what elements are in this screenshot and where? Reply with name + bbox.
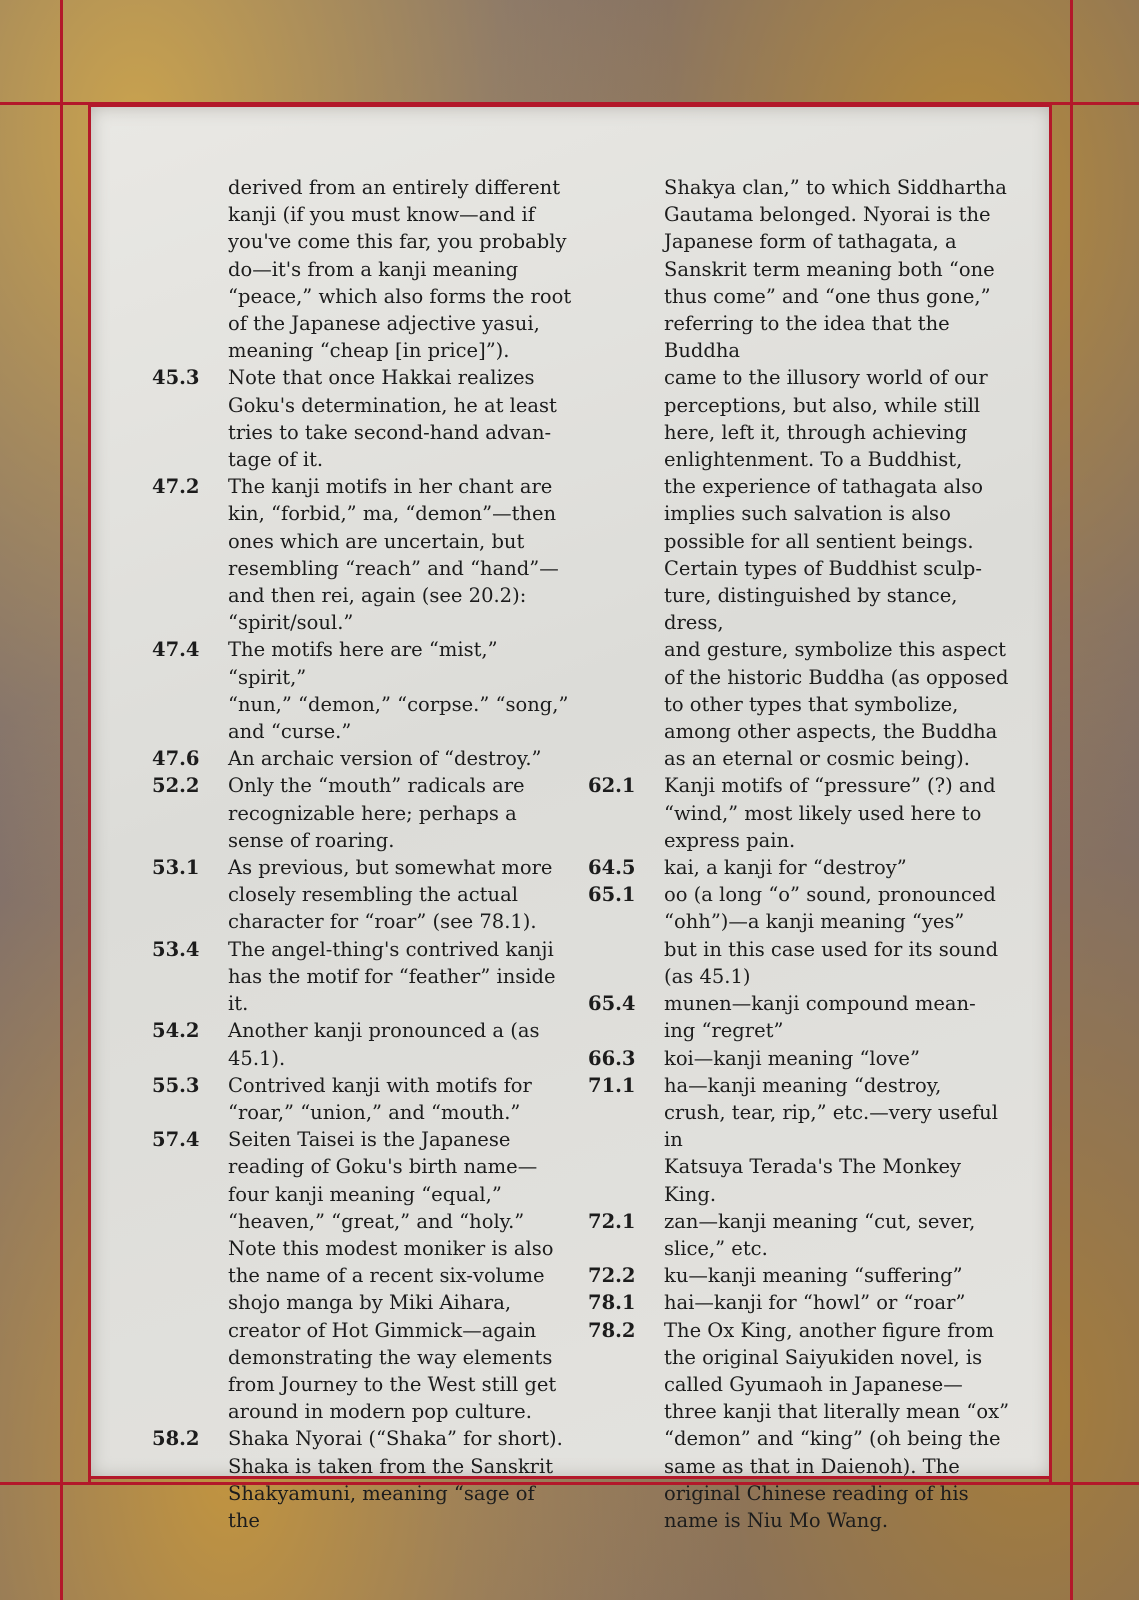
note-entry — [152, 1017, 572, 1071]
frame-line-outer-right — [1070, 0, 1073, 1600]
note-number: 58.2 — [152, 1427, 200, 1451]
note-entry — [152, 745, 572, 772]
note-entry — [588, 990, 1018, 1044]
note-text: The motifs here are “mist,” “spirit,” “nun,” “demon,” “corpse.” “song,” and “curse.” — [228, 638, 569, 744]
note-text: The Ox King, another figure from the original Saiyukiden novel, is called Gyumaoh in Japanese— three kanji that literally mean “ox” “demon” and “king” (oh being the same as that in Daienoh). The original Chinese reading of his name is Niu Mo Wang. — [664, 1318, 1010, 1532]
note-entry — [152, 174, 572, 364]
note-entry — [588, 1045, 1018, 1072]
note-entry — [152, 936, 572, 1018]
note-number: 45.3 — [152, 366, 200, 390]
note-number: 55.3 — [152, 1073, 200, 1097]
notes-column-right — [588, 174, 1018, 1534]
note-entry — [588, 772, 1018, 854]
note-entry — [152, 364, 572, 473]
note-text: zan—kanji meaning “cut, sever, slice,” etc. — [664, 1209, 976, 1260]
note-number: 66.3 — [588, 1046, 636, 1070]
note-text: As previous, but somewhat more closely resembling the actual character for “roar” (see 78.1). — [228, 856, 553, 934]
note-text: The angel-thing's contrived kanji has the motif for “feather” inside it. — [228, 937, 556, 1016]
note-text: Contrived kanji with motifs for “roar,” “union,” and “mouth.” — [228, 1073, 532, 1124]
frame-line-inner-top — [88, 104, 1052, 107]
note-text: An archaic version of “destroy.” — [228, 747, 542, 771]
note-text: Only the “mouth” radicals are recognizable here; perhaps a sense of roaring. — [228, 774, 525, 852]
note-text: koi—kanji meaning “love” — [664, 1046, 920, 1070]
notes-column-left — [152, 174, 572, 1534]
note-number: 47.4 — [152, 638, 200, 662]
note-number: 64.5 — [588, 856, 636, 880]
note-text: oo (a long “o” sound, pronounced “ohh”)—a kanji meaning “yes” but in this case used for its sound (as 45.1) — [664, 883, 999, 988]
note-text: Another kanji pronounced a (as 45.1). — [228, 1019, 540, 1070]
note-text: kai, a kanji for “destroy” — [664, 856, 907, 880]
note-number: 78.2 — [588, 1318, 636, 1342]
note-text: ha—kanji meaning “destroy, crush, tear, rip,” etc.—very useful in Katsuya Terada's The Monkey King. — [664, 1073, 998, 1206]
note-text: hai—kanji for “howl” or “roar” — [664, 1291, 966, 1315]
note-entry — [588, 854, 1018, 881]
note-entry — [152, 1072, 572, 1126]
note-text: Note that once Hakkai realizes Goku's determination, he at least tries to take second-hand advan- tage of it. — [228, 366, 557, 472]
note-entry — [152, 1425, 572, 1534]
note-entry — [588, 1317, 1018, 1535]
note-number: 71.1 — [588, 1073, 636, 1097]
note-text: Seiten Taisei is the Japanese reading of Goku's birth name— four kanji meaning “equal,” “heaven,” “great,” and “holy.” Note this modest moniker is also the name of a recent six-volume shojo manga by Miki Aihara, creator of Hot Gimmick—again demonstrating the way elements from Journey to the West still get around in modern pop culture. — [228, 1128, 557, 1424]
note-number: 72.1 — [588, 1209, 636, 1233]
note-number: 65.1 — [588, 883, 636, 907]
note-entry — [152, 854, 572, 936]
note-number: 65.4 — [588, 992, 636, 1016]
note-text: Kanji motifs of “pressure” (?) and “wind,” most likely used here to express pain. — [664, 774, 996, 852]
note-entry — [152, 772, 572, 854]
note-text: Shakya clan,” to which Siddhartha Gautama belonged. Nyorai is the Japanese form of tathagata, a Sanskrit term meaning both “one thus come” and “one thus gone,” referring to the idea that the Buddha came to the illusory world of our perceptions, but also, while still here, left it, through achieving enlightenment. To a Buddhist, the experience of tathagata also implies such salvation is also possible for all sentient beings. Certain types of Buddhist sculp- ture, distinguished by stance, dress, and gesture, symbolize this aspect of the historic Buddha (as opposed to other types that symbolize, among other aspects, the Buddha as an eternal or cosmic being). — [664, 176, 1009, 771]
frame-line-inner-left — [88, 104, 91, 1482]
note-text: derived from an entirely different kanji (if you must know—and if you've come this far, you probably do—it's from a kanji meaning “peace,” which also forms the root of the Japanese adjective yasui, meaning “cheap [in price]”). — [228, 176, 572, 363]
note-number: 53.1 — [152, 856, 200, 880]
note-text: ku—kanji meaning “suffering” — [664, 1264, 963, 1288]
note-text: The kanji motifs in her chant are kin, “forbid,” ma, “demon”—then ones which are uncertain, but resembling “reach” and “hand”— and then rei, again (see 20.2): “spirit/soul.” — [228, 475, 559, 635]
frame-line-inner-right — [1049, 104, 1052, 1482]
note-entry — [588, 1262, 1018, 1289]
note-number: 62.1 — [588, 774, 636, 798]
note-entry — [588, 1289, 1018, 1316]
note-number: 47.2 — [152, 475, 200, 499]
note-entry — [588, 1208, 1018, 1262]
note-number: 54.2 — [152, 1019, 200, 1043]
note-text: munen—kanji compound mean- ing “regret” — [664, 992, 976, 1043]
frame-line-outer-left — [60, 0, 63, 1600]
note-entry — [588, 174, 1018, 772]
note-number: 52.2 — [152, 774, 200, 798]
note-number: 78.1 — [588, 1291, 636, 1315]
note-number: 53.4 — [152, 937, 200, 961]
note-entry — [152, 1126, 572, 1425]
note-number: 72.2 — [588, 1264, 636, 1288]
note-entry — [152, 473, 572, 636]
note-entry — [588, 1072, 1018, 1208]
note-entry — [152, 636, 572, 745]
note-number: 47.6 — [152, 747, 200, 771]
note-text: Shaka Nyorai (“Shaka” for short). Shaka is taken from the Sanskrit Shakyamuni, meaning “sage of the — [228, 1427, 563, 1532]
note-number: 57.4 — [152, 1128, 200, 1152]
note-entry — [588, 881, 1018, 990]
